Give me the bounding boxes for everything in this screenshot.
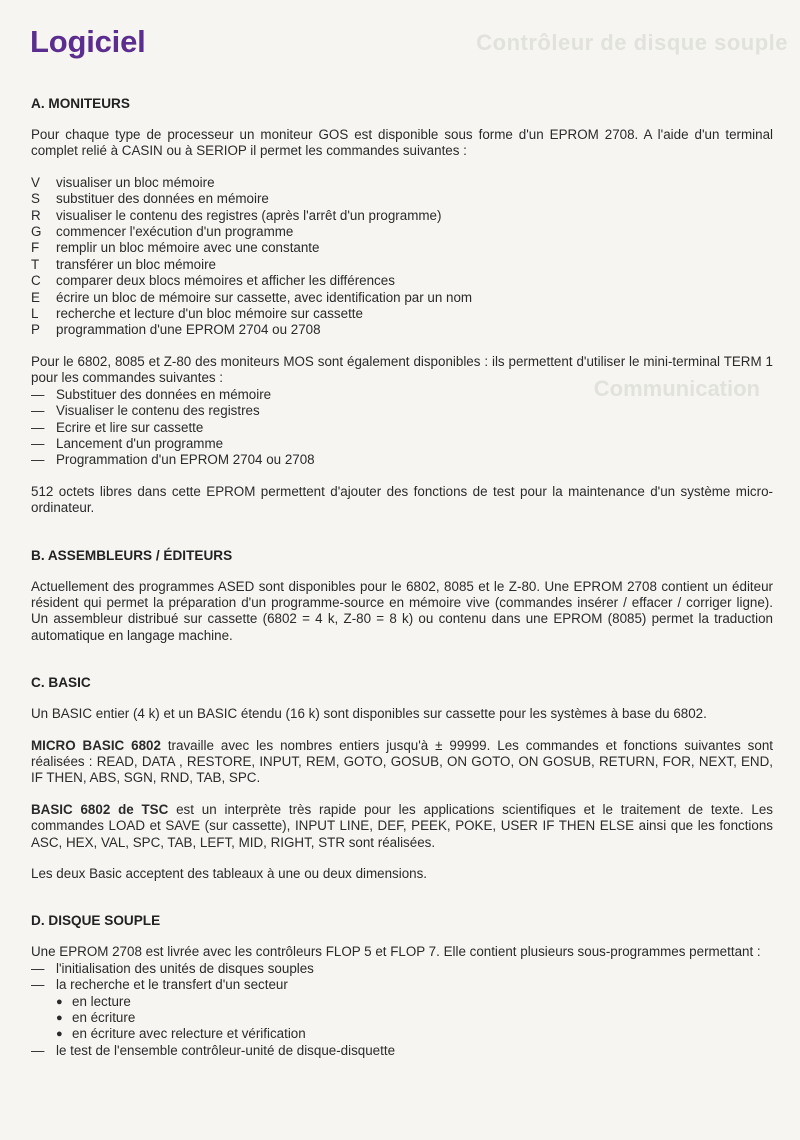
bullet-dot: ●	[56, 1012, 63, 1025]
dash-bullet: —	[31, 977, 45, 993]
sub-list-item	[31, 1010, 773, 1026]
list-item	[31, 436, 773, 452]
list-item-text: Visualiser le contenu des registres	[56, 403, 260, 419]
command-item	[31, 240, 773, 256]
command-item	[31, 191, 773, 207]
bullet-dot: ●	[56, 995, 63, 1008]
main-content	[31, 95, 773, 1059]
paragraph: Les deux Basic acceptent des tableaux à une ou deux dimensions.	[31, 866, 428, 881]
section-basic	[31, 674, 773, 882]
command-key: R	[31, 207, 41, 223]
list-item	[31, 403, 773, 419]
page-title: Logiciel	[30, 24, 146, 59]
dash-bullet: —	[31, 403, 45, 419]
dash-bullet: —	[31, 1042, 45, 1058]
command-text: visualiser le contenu des registres (après l'arrêt d'un programme)	[56, 207, 442, 223]
list-item-text: Ecrire et lire sur cassette	[56, 419, 204, 435]
list-item-text: Programmation d'un EPROM 2704 ou 2708	[56, 452, 315, 468]
dash-bullet: —	[31, 419, 45, 435]
list-item-text: le test de l'ensemble contrôleur-unité de disque-disquette	[56, 1042, 396, 1058]
command-text: transférer un bloc mémoire	[56, 256, 217, 272]
sub-list	[31, 994, 773, 1043]
sub-list-item-text: en écriture	[72, 1010, 136, 1026]
list-item-text: Lancement d'un programme	[56, 435, 224, 451]
section-moniteurs	[31, 95, 773, 517]
sub-list-item	[31, 1026, 773, 1042]
section-disque-souple	[31, 912, 773, 1059]
command-text: écrire un bloc de mémoire sur cassette, avec identification par un nom	[56, 289, 473, 305]
command-text: commencer l'exécution d'un programme	[56, 224, 294, 240]
command-text: visualiser un bloc mémoire	[56, 174, 215, 190]
command-text: substituer des données en mémoire	[56, 191, 269, 207]
section-heading: C. BASIC	[31, 675, 91, 691]
list-item	[31, 977, 773, 993]
command-key: G	[31, 224, 42, 240]
mos-command-list	[31, 387, 773, 469]
command-key: P	[31, 322, 40, 338]
command-key: T	[31, 256, 40, 272]
bleed-through-text: Contrôleur de disque souple	[476, 30, 788, 55]
list-item	[31, 961, 773, 977]
dash-bullet: —	[31, 435, 45, 451]
dash-bullet: —	[31, 386, 45, 402]
dash-bullet: —	[31, 452, 45, 468]
list-item-text: Substituer des données en mémoire	[56, 386, 272, 402]
paragraph: Une EPROM 2708 est livrée avec les contrôleurs FLOP 5 et FLOP 7. Elle contient plusieurs sous-programmes permettant :	[31, 944, 761, 960]
sub-list-item	[31, 994, 773, 1010]
paragraph-text: travaille avec les nombres entiers jusqu'à ± 99999. Les commandes et fonctions suivantes sont réalisées : READ, DATA , RESTORE, INPUT, REM, GOTO, GOSUB, ON GOTO, ON GOSUB, RETURN, FOR, NEXT, END, IF THEN, ABS, SGN, RND, TAB, SPC.	[31, 737, 773, 786]
section-heading: A. MONITEURS	[31, 96, 130, 111]
command-key: C	[31, 273, 41, 289]
command-item	[31, 322, 773, 338]
command-item	[31, 208, 773, 224]
paragraph-text: est un interprète très rapide pour les applications scientifiques et le traitement de texte. Les commandes LOAD et SAVE (sur cassette), INPUT LINE, DEF, PEEK, POKE, USER IF THEN ELSE ainsi que les fonctions ASC, HEX, VAL, SPC, TAB, LEFT, MID, RIGHT, STR sont réalisées.	[31, 801, 773, 850]
paragraph: Pour chaque type de processeur un moniteur GOS est disponible sous forme d'un EPROM 2708. A l'aide d'un terminal complet relié à CASIN ou à SERIOP il permet les commandes suivantes :	[31, 127, 773, 159]
list-item	[31, 1043, 773, 1059]
list-item	[31, 387, 773, 403]
command-text: recherche et lecture d'un bloc mémoire sur cassette	[56, 306, 363, 322]
bold-lead: BASIC 6802 de TSC	[31, 801, 169, 817]
command-text: comparer deux blocs mémoires et afficher les différences	[56, 273, 395, 289]
bullet-dot: ●	[56, 1028, 63, 1041]
command-text: remplir un bloc mémoire avec une constante	[56, 240, 320, 256]
paragraph: 512 octets libres dans cette EPROM permettent d'ajouter des fonctions de test pour la maintenance d'un système micro-ordinateur.	[31, 483, 773, 516]
command-item	[31, 273, 773, 289]
section-heading: B. ASSEMBLEURS / ÉDITEURS	[31, 547, 233, 563]
dash-bullet: —	[31, 960, 45, 976]
command-key: V	[31, 174, 40, 190]
sub-list-item-text: en lecture	[72, 993, 131, 1009]
paragraph: Pour le 6802, 8085 et Z-80 des moniteurs MOS sont également disponibles : ils permettent d'utiliser le mini-terminal TERM 1 pour les commandes suivantes :	[31, 353, 773, 386]
section-heading: D. DISQUE SOUPLE	[31, 913, 161, 929]
paragraph	[31, 802, 773, 851]
command-key: F	[31, 240, 40, 256]
feature-list	[31, 961, 773, 994]
paragraph: Un BASIC entier (4 k) et un BASIC étendu (16 k) sont disponibles sur cassette pour les systèmes à base du 6802.	[31, 706, 707, 722]
command-key: E	[31, 289, 40, 305]
command-item	[31, 290, 773, 306]
command-item	[31, 175, 773, 191]
list-item-text: la recherche et le transfert d'un secteur	[56, 977, 288, 993]
list-item	[31, 420, 773, 436]
paragraph	[31, 738, 773, 787]
list-item	[31, 452, 773, 468]
bleed-through-text-2: Communication	[593, 376, 760, 401]
bold-lead: MICRO BASIC 6802	[31, 737, 161, 753]
sub-list-item-text: en écriture avec relecture et vérification	[72, 1026, 306, 1042]
command-text: programmation d'une EPROM 2704 ou 2708	[56, 322, 321, 338]
paragraph: Actuellement des programmes ASED sont disponibles pour le 6802, 8085 et le Z-80. Une EPROM 2708 contient un éditeur résident qui permet la préparation d'un programme-source en mémoire vive (commandes insérer / effacer / corriger ligne). Un assembleur distribué sur cassette (6802 = 4 k, Z-80 = 8 k) ou contenu dans une EPROM (8085) permet la traduction automatique en langage machine.	[31, 578, 773, 643]
command-item	[31, 224, 773, 240]
command-item	[31, 306, 773, 322]
command-list	[31, 175, 773, 339]
feature-list-end	[31, 1043, 773, 1059]
command-item	[31, 257, 773, 273]
command-key: L	[31, 306, 39, 322]
section-assembleurs	[31, 547, 773, 645]
command-key: S	[31, 191, 40, 207]
list-item-text: l'initialisation des unités de disques souples	[56, 960, 314, 976]
